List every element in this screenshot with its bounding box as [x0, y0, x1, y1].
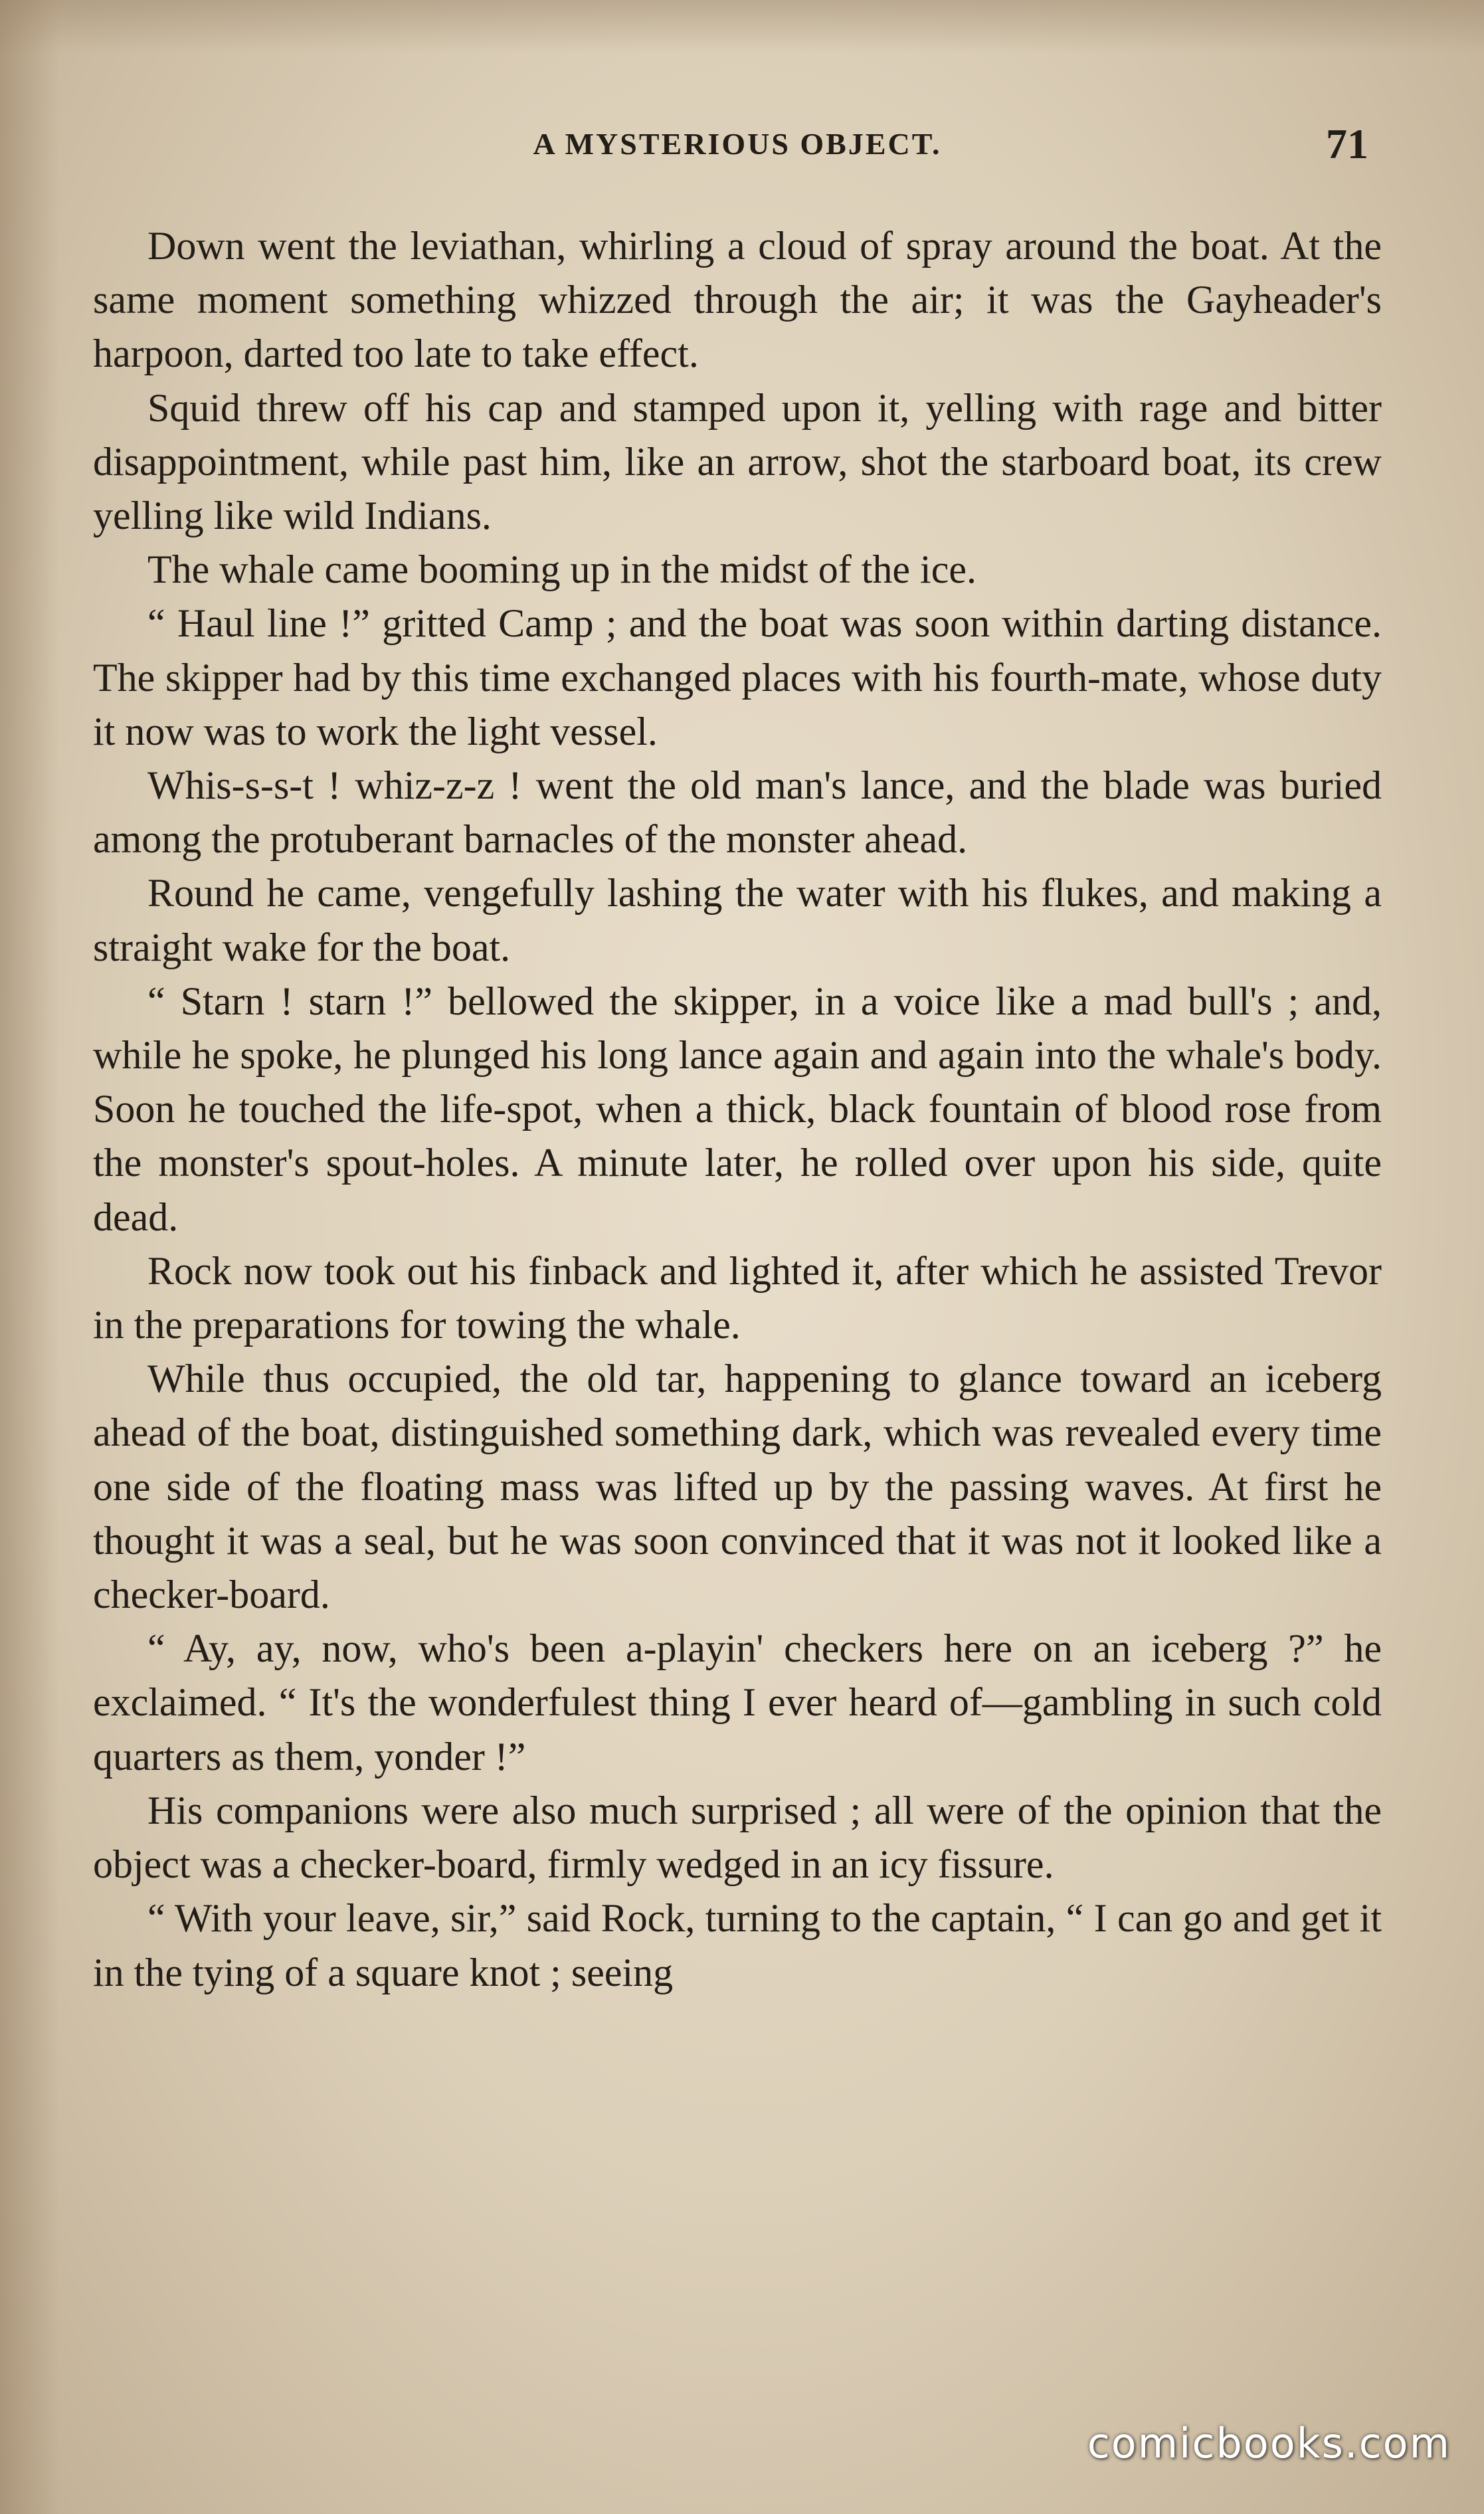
paragraph-7: “ Starn ! starn !” bellowed the skipper, in a voice like a mad bull's ; and, while he spoke, he plunged his long lance again and again into the whale's body. Soon he touched the life-spot, when a thick, black fountain of blood rose from the monster's spout-holes. A minute later, he rolled over upon his side, quite dead. — [93, 979, 1382, 1239]
paragraph-8: Rock now took out his finback and lighted it, after which he assisted Trevor in the preparations for towing the whale. — [93, 1248, 1382, 1347]
paragraph-4: “ Haul line !” gritted Camp ; and the boat was soon within darting distance. The skipper had by this time exchanged places with his fourth-mate, whose duty it now was to work the light vessel. — [93, 601, 1382, 753]
paragraph-12: “ With your leave, sir,” said Rock, turning to the captain, “ I can go and get it in the tying of a square knot ; seeing — [93, 1896, 1382, 1994]
page-number: 71 — [1326, 120, 1368, 167]
paragraph-11: His companions were also much surprised ; all were of the opinion that the object was a checker-board, firmly wedged in an icy fissure. — [93, 1788, 1382, 1887]
paragraph-10: “ Ay, ay, now, who's been a-playin' checkers here on an iceberg ?” he exclaimed. “ It's the wonderfulest thing I ever heard of—gambling in such cold quarters as them, yonder !” — [93, 1626, 1382, 1779]
page-shadow-top — [0, 0, 1484, 53]
paragraph-5: Whis-s-s-t ! whiz-z-z ! went the old man's lance, and the blade was buried among the protuberant barnacles of the monster ahead. — [93, 763, 1382, 862]
page-shadow-left — [0, 0, 60, 2514]
paragraph-3: The whale came booming up in the midst of the ice. — [147, 547, 976, 592]
site-watermark: comicbooks.com — [1087, 2419, 1451, 2467]
paragraph-6: Round he came, vengefully lashing the water with his flukes, and making a straight wake for the boat. — [93, 871, 1382, 969]
running-head — [93, 120, 1382, 179]
paragraph-1: Down went the leviathan, whirling a cloud of spray around the boat. At the same moment something whizzed through the air; it was the Gayheader's harpoon, darted too late to take effect. — [93, 224, 1382, 376]
body-text — [93, 219, 1382, 2359]
paragraph-9: While thus occupied, the old tar, happening to glance toward an iceberg ahead of the boat, distinguished something dark, which was revealed every time one side of the floating mass was lifted up by the passing waves. At first he thought it was a seal, but he was soon convinced that it was not it looked like a checker-board. — [93, 1357, 1382, 1617]
paragraph-2: Squid threw off his cap and stamped upon it, yelling with rage and bitter disappointment, while past him, like an arrow, shot the starboard boat, its crew yelling like wild Indians. — [93, 385, 1382, 538]
running-title: A MYSTERIOUS OBJECT. — [533, 127, 942, 161]
